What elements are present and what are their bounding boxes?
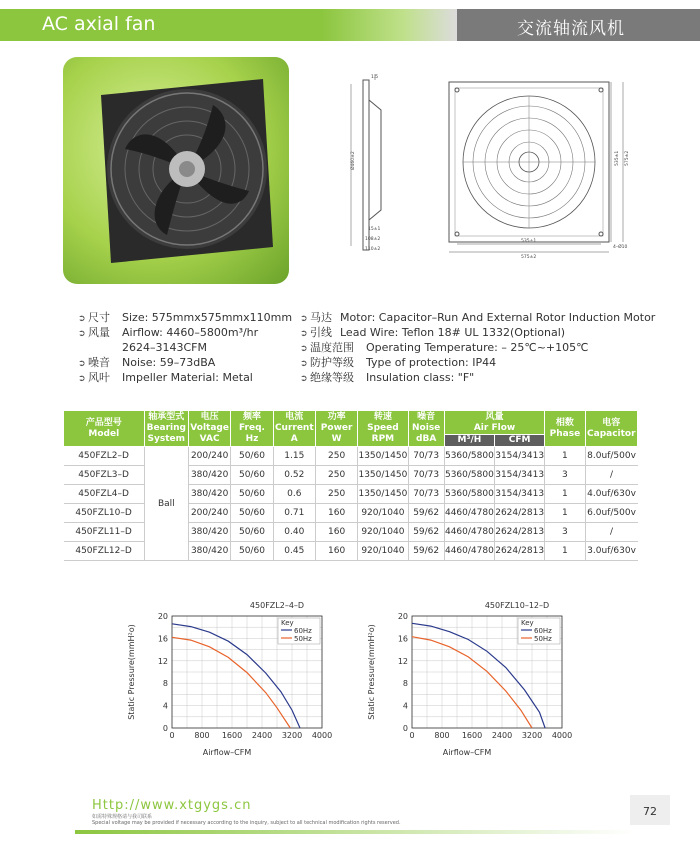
legend-title: Key (521, 619, 534, 627)
legend-label: 50Hz (294, 635, 312, 643)
footer-bar (75, 830, 635, 834)
spec-motor: ➲ 马达 Motor: Capacitor–Run And External Rotor Induction Motor (300, 310, 655, 325)
cell-current: 0.45 (273, 542, 315, 561)
x-tick-label: 4000 (551, 731, 573, 740)
bullet-icon: ➲ (78, 314, 86, 324)
col-voltage: 电压 Voltage VAC (188, 411, 230, 447)
side-dim-3: 108±2 (365, 237, 381, 242)
cell-current: 0.52 (273, 466, 315, 485)
cell-noise: 70/73 (408, 485, 444, 504)
spec-temperature: ➲ 温度范围 Operating Temperature: – 25℃~+105℃ (300, 340, 655, 355)
bullet-icon: ➲ (300, 344, 308, 354)
side-dim-2: 15±1 (368, 227, 381, 232)
y-tick-label: 12 (397, 656, 408, 666)
spec-noise: ➲ 噪音 Noise: 59–73dBA (78, 355, 292, 370)
y-tick-label: 20 (157, 612, 168, 621)
x-tick-label: 3200 (281, 731, 303, 740)
cell-phase: 1 (545, 447, 585, 466)
cell-capacitor: / (585, 523, 637, 542)
legend-label: 60Hz (294, 627, 312, 635)
cell-freq: 50/60 (231, 504, 273, 523)
cell-model: 450FZL3–D (64, 466, 145, 485)
cell-model: 450FZL4–D (64, 485, 145, 504)
x-tick-label: 2400 (491, 731, 513, 740)
cell-airflow-cfm: 2624/2813 (495, 542, 545, 561)
side-view-drawing (345, 70, 405, 260)
chart-title: 450FZL10–12–D (484, 601, 550, 610)
cell-airflow-cfm: 3154/3413 (495, 485, 545, 504)
performance-chart-2 (360, 596, 580, 771)
cell-speed: 920/1040 (358, 542, 408, 561)
col-power: 功率 Power W (315, 411, 357, 447)
x-tick-label: 1600 (461, 731, 483, 740)
cell-airflow-m3h: 4460/4780 (444, 523, 494, 542)
cell-voltage: 380/420 (188, 523, 230, 542)
x-tick-label: 800 (194, 731, 210, 740)
cell-noise: 59/62 (408, 504, 444, 523)
spec-airflow-cfm: 2624–3143CFM (122, 341, 207, 354)
cell-noise: 70/73 (408, 466, 444, 485)
cell-power: 250 (315, 485, 357, 504)
cell-power: 160 (315, 504, 357, 523)
y-tick-label: 4 (162, 701, 168, 711)
cell-airflow-cfm: 2624/2813 (495, 504, 545, 523)
cell-model: 450FZL11–D (64, 523, 145, 542)
bullet-icon: ➲ (78, 359, 86, 369)
col-airflow-m3h: M³/H (444, 435, 494, 447)
footer-url[interactable]: Http://www.xtgygs.cn (92, 798, 252, 813)
legend-title: Key (281, 619, 294, 627)
cell-power: 250 (315, 447, 357, 466)
x-tick-label: 0 (409, 731, 415, 740)
header-title-zh: 交流轴流风机 (517, 19, 625, 39)
cell-noise: 59/62 (408, 542, 444, 561)
col-airflow: 风量 Air Flow (444, 411, 544, 435)
cell-capacitor: 3.0uf/630v (585, 542, 637, 561)
cell-airflow-m3h: 5360/5800 (444, 447, 494, 466)
y-tick-label: 0 (162, 724, 168, 733)
cell-airflow-cfm: 3154/3413 (495, 466, 545, 485)
col-capacitor: 电容 Capacitor (585, 411, 637, 447)
product-photo (63, 57, 289, 284)
specs-right (300, 310, 655, 385)
x-tick-label: 800 (434, 731, 450, 740)
cell-freq: 50/60 (231, 466, 273, 485)
y-axis-label: Static Pressure(mmH²o) (367, 624, 376, 720)
cell-speed: 1350/1450 (358, 466, 408, 485)
y-axis-label: Static Pressure(mmH²o) (127, 624, 136, 720)
front-dim-holes: 4–Ø10 (613, 245, 628, 250)
front-dim-2: 575±2 (521, 255, 537, 260)
col-current: 电流 Current A (273, 411, 315, 447)
y-tick-label: 20 (397, 612, 408, 621)
front-dim-4: 575±2 (625, 150, 630, 166)
header-subtitle-bar (457, 9, 700, 41)
spec-impeller: ➲ 风叶 Impeller Material: Metal (78, 370, 292, 385)
y-tick-label: 4 (402, 701, 408, 711)
cell-phase: 1 (545, 542, 585, 561)
cell-voltage: 200/240 (188, 504, 230, 523)
side-dim-diameter: Ø460±2 (351, 151, 356, 170)
front-dim-1: 535±1 (521, 239, 537, 244)
series-line-50Hz (172, 637, 290, 728)
x-tick-label: 0 (169, 731, 175, 740)
cell-power: 160 (315, 523, 357, 542)
col-airflow-cfm: CFM (495, 435, 545, 447)
spec-size: ➲ 尺寸 Size: 575mmx575mmx110mm (78, 310, 292, 325)
col-speed: 转速 Speed RPM (358, 411, 408, 447)
side-dim-4: 110±2 (365, 247, 381, 252)
bullet-icon: ➲ (78, 329, 86, 339)
spec-lead-wire: ➲ 引线 Lead Wire: Teflon 18# UL 1332(Optional) (300, 325, 655, 340)
cell-current: 0.6 (273, 485, 315, 504)
header-title-en: AC axial fan (42, 13, 156, 35)
bullet-icon: ➲ (78, 374, 86, 384)
page-header (0, 9, 700, 41)
side-dim-1: 1.5 (371, 75, 379, 80)
x-axis-label: Airflow–CFM (442, 748, 492, 757)
table-row (64, 447, 638, 466)
col-model: 产品型号 Model (64, 411, 145, 447)
cell-speed: 1350/1450 (358, 447, 408, 466)
cell-freq: 50/60 (231, 447, 273, 466)
chart-title: 450FZL2–4–D (249, 601, 305, 610)
cell-power: 250 (315, 466, 357, 485)
cell-current: 1.15 (273, 447, 315, 466)
cell-current: 0.71 (273, 504, 315, 523)
cell-model: 450FZL2–D (64, 447, 145, 466)
cell-airflow-m3h: 4460/4780 (444, 542, 494, 561)
performance-chart-1 (120, 596, 340, 771)
legend-label: 50Hz (534, 635, 552, 643)
y-tick-label: 12 (157, 656, 168, 666)
cell-noise: 59/62 (408, 523, 444, 542)
cell-noise: 70/73 (408, 447, 444, 466)
cell-phase: 1 (545, 504, 585, 523)
cell-airflow-m3h: 5360/5800 (444, 466, 494, 485)
cell-speed: 1350/1450 (358, 485, 408, 504)
cell-capacitor: / (585, 466, 637, 485)
spec-insulation: ➲ 绝缘等级 Insulation class: "F" (300, 370, 655, 385)
fan-image (63, 57, 289, 284)
x-tick-label: 1600 (221, 731, 243, 740)
cell-voltage: 380/420 (188, 542, 230, 561)
col-noise: 噪音 Noise dBA (408, 411, 444, 447)
cell-bearing: Ball (144, 447, 188, 561)
header-title-bar (0, 9, 322, 41)
y-tick-label: 16 (157, 634, 168, 644)
cell-speed: 920/1040 (358, 523, 408, 542)
cell-capacitor: 4.0uf/630v (585, 485, 637, 504)
col-freq: 频率 Freq. Hz (231, 411, 273, 447)
col-bearing: 轴承型式 Bearing System (144, 411, 188, 447)
y-tick-label: 8 (162, 679, 168, 689)
cell-phase: 3 (545, 523, 585, 542)
footer-note: 如需特殊规格请与我司联系 Special voltage may be provided if necessary according to the inquiry, subject to all technical modification rights reserved. (92, 814, 401, 826)
cell-freq: 50/60 (231, 542, 273, 561)
cell-phase: 1 (545, 485, 585, 504)
x-tick-label: 3200 (521, 731, 543, 740)
cell-airflow-m3h: 4460/4780 (444, 504, 494, 523)
col-phase: 相数 Phase (545, 411, 585, 447)
cell-voltage: 380/420 (188, 466, 230, 485)
bullet-icon: ➲ (300, 314, 308, 324)
cell-phase: 3 (545, 466, 585, 485)
cell-airflow-m3h: 5360/5800 (444, 485, 494, 504)
spec-protection: ➲ 防护等级 Type of protection: IP44 (300, 355, 655, 370)
page-number: 72 (643, 805, 657, 818)
spec-airflow: ➲ 风量 Airflow: 4460–5800m³/hr (78, 325, 292, 340)
cell-freq: 50/60 (231, 523, 273, 542)
cell-voltage: 380/420 (188, 485, 230, 504)
legend-label: 60Hz (534, 627, 552, 635)
cell-power: 160 (315, 542, 357, 561)
cell-freq: 50/60 (231, 485, 273, 504)
cell-airflow-cfm: 3154/3413 (495, 447, 545, 466)
cell-model: 450FZL12–D (64, 542, 145, 561)
y-tick-label: 8 (402, 679, 408, 689)
cell-airflow-cfm: 2624/2813 (495, 523, 545, 542)
front-view-drawing (437, 70, 637, 260)
cell-voltage: 200/240 (188, 447, 230, 466)
x-axis-label: Airflow–CFM (202, 748, 252, 757)
x-tick-label: 2400 (251, 731, 273, 740)
y-tick-label: 0 (402, 724, 408, 733)
bullet-icon: ➲ (300, 359, 308, 369)
bullet-icon: ➲ (300, 374, 308, 384)
spec-table (63, 410, 638, 561)
header-gradient (322, 9, 457, 41)
specs-left (78, 310, 292, 385)
cell-capacitor: 8.0uf/500v (585, 447, 637, 466)
cell-capacitor: 6.0uf/500v (585, 504, 637, 523)
cell-model: 450FZL10–D (64, 504, 145, 523)
x-tick-label: 4000 (311, 731, 333, 740)
front-dim-3: 535±1 (615, 150, 620, 166)
bullet-icon: ➲ (300, 329, 308, 339)
y-tick-label: 16 (397, 634, 408, 644)
cell-speed: 920/1040 (358, 504, 408, 523)
cell-current: 0.40 (273, 523, 315, 542)
